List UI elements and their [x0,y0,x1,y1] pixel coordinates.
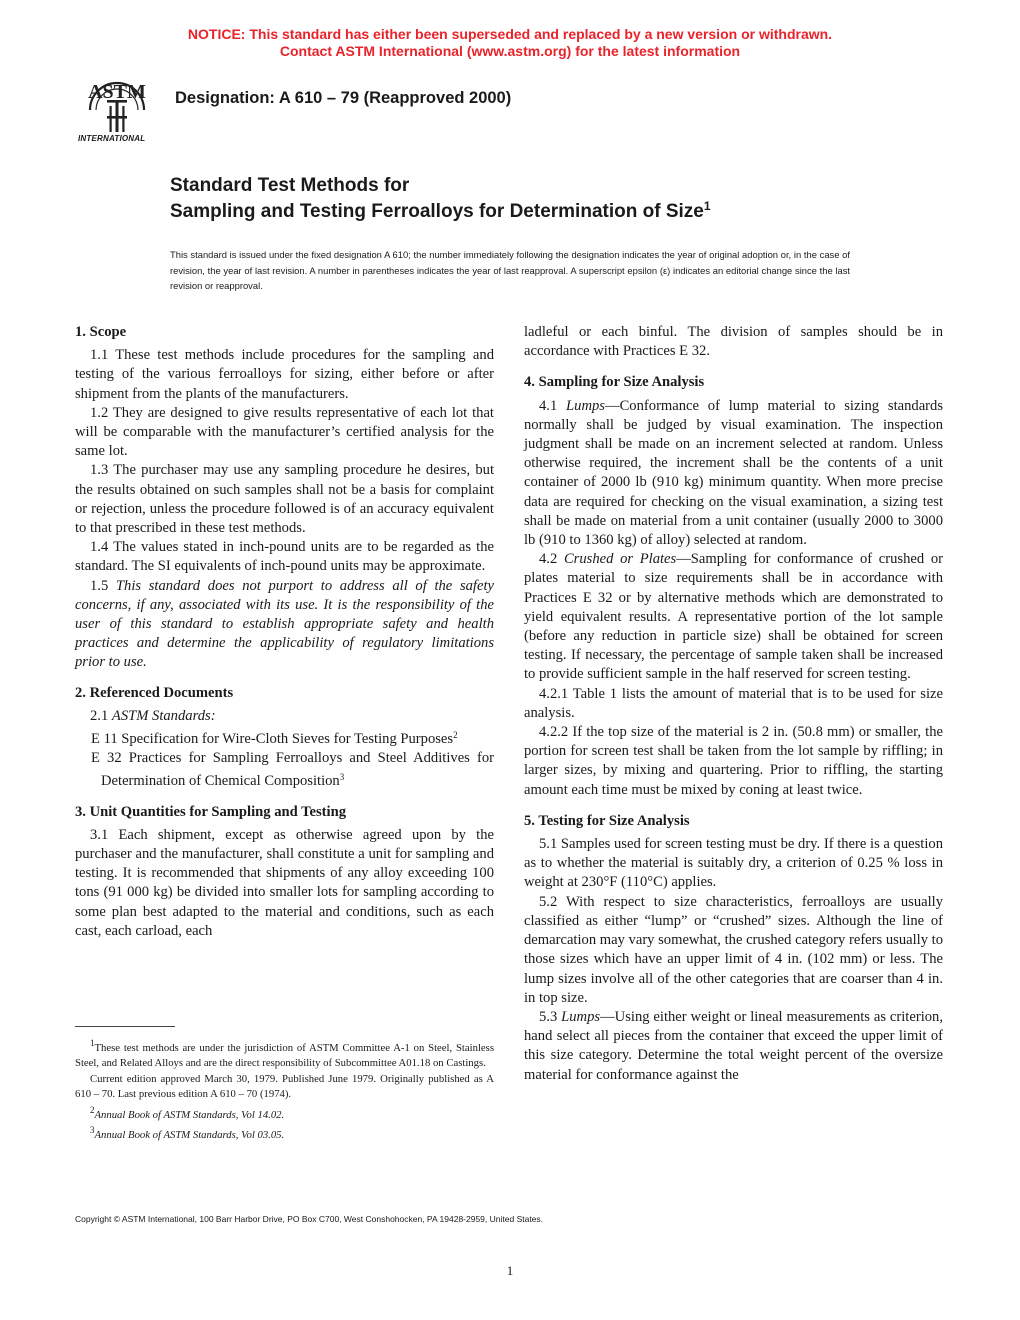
logo-international-text: INTERNATIONAL [78,134,146,143]
paragraph-1-2: 1.2 They are designed to give results representative of each lot that will be comparable with the manufacturer’s certified analysis for the same lot. [75,404,494,460]
withdrawal-notice-line-2: Contact ASTM International (www.astm.org) for the latest information [279,43,741,59]
footnote-2: $^2$Annual Book of ASTM Standards, Vol 14.02. [90,1104,285,1121]
paragraph-4-2-2: 4.2.2 If the top size of the material is 2 in. (50.8 mm) or smaller, the portion for screen test shall be taken from the lot sample by riffling; in larger sizes, by mixing and quartering. Prior to riffling, the starting amount each time must be mixed by coning at least twice. [524,724,943,798]
astm-logo [76,76,158,134]
section-2-heading: 2. Referenced Documents [75,684,234,701]
footnote-3: $^3$Annual Book of ASTM Standards, Vol 03.05. [90,1125,285,1142]
paragraph-1-4: 1.4 The values stated in inch-pound units are to be regarded as the standard. The SI equivalents of inch-pound units may be approximate. [75,539,494,575]
footnote-rule [75,1026,175,1027]
paragraph-2-1: 2.1 ASTM Standards: [90,707,216,724]
withdrawal-notice-line-1: NOTICE: This standard has either been superseded and replaced by a new version or withdrawn. [187,26,833,42]
logo-lettering: ASTM [88,81,146,103]
issuance-statement: This standard is issued under the fixed designation A 610; the number immediately following the designation indicates the year of original adoption or, in the case of revision, the year of last revision. A number in parentheses indicates the year of last reapproval. A superscript epsilon (ε) indicates an editorial change since the last revision or reapproval. [170,249,850,292]
paragraph-5-1: 5.1 Samples used for screen testing must be dry. If there is a question as to whether the material is suitably dry, a criterion of 0.25 % loss in weight at 230°F (110°C) applies. [524,836,943,891]
paragraph-1-3: 1.3 The purchaser may use any sampling procedure he desires, but the results obtained on such samples shall not be a basis for complaint or rejection, unless the procedure followed is of an accuracy equivalent to that prescribed in these test methods. [75,462,494,537]
paragraph-1-1: 1.1 These test methods include procedures for the sampling and testing of the various ferroalloys for sizing, either before or after shipment from the plants of the manufacturers. [75,347,494,402]
footnote-1-edition: Current edition approved March 30, 1979. Published June 1979. Originally published as A 610 – 70. Last previous edition A 610 – 70 (1974). [75,1072,494,1101]
paragraph-5-3: 5.3 Lumps—Using either weight or lineal measurements as criterion, hand select all pieces from the container that exceed the upper limit of this size category. Determine the total weight percent of the oversize material for conformance against the [524,1008,943,1083]
reference-e32: E 32 Practices for Sampling Ferroalloys and Steel Additives for Determination of Chemical Composition$^3$ [91,750,494,790]
section-4-heading: 4. Sampling for Size Analysis [524,374,705,391]
section-5-heading: 5. Testing for Size Analysis [524,812,690,829]
paragraph-4-1: 4.1 Lumps—Conformance of lump material to sizing standards normally shall be judged by visual examination. The inspection judgment shall be made on an increment selected at random. Unless otherwise required, the increment shall be the contents of a unit container of 2000 lb (910 kg) minimum quantity. When more precise data are required for checking on the visual examination, a sizing test shall be made on material from a unit container (usually 2000 to 3000 lb (910 to 1360 kg) of alloy) selected at random. [524,397,944,549]
footnotes [75,1036,494,1143]
title-line-2: Sampling and Testing Ferroalloys for Determination of Size$^1$ [170,199,711,222]
paragraph-1-5: 1.5 This standard does not purport to address all of the safety concerns, if any, associated with its use. It is the responsibility of the user of this standard to establish appropriate safety and health practices and determine the applicability of regulatory limitations prior to use. [75,577,494,671]
designation: Designation: A 610 – 79 (Reapproved 2000) [175,89,512,107]
footnote-1: $^1$These test methods are under the jurisdiction of ASTM Committee A-1 on Steel, Stainless Steel, and Related Alloys and are the direct responsibility of Subcommittee A01.18 on Castings. [75,1038,494,1070]
left-column [75,323,494,941]
paragraph-4-2: 4.2 Crushed or Plates—Sampling for conformance of crushed or plates material to size requirements shall be in accordance with Practices E 32 or by alternative methods which are demonstrated to yield equivalent results. A representative portion of the lot sample (before any reduction in particle size) shall be obtained for screen testing. If necessary, the percentage of sample taken shall be increased to provide sufficient sample in the half reserved for screen testing. [524,551,943,683]
paragraph-3-1-continued: ladleful or each binful. The division of samples should be in accordance with Practices E 32. [524,324,943,360]
right-column [524,323,943,1085]
copyright-line: Copyright © ASTM International, 100 Barr Harbor Drive, PO Box C700, West Conshohocken, PA 19428-2959, United States. [75,1214,544,1224]
paragraph-3-1: 3.1 Each shipment, except as otherwise agreed upon by the purchaser and the manufacturer, shall constitute a unit for sampling and testing. It is recommended that shipments of any alloy exceeding 100 tons (91 000 kg) be divided into smaller lots for sampling according to some plan best adapted to the material and conditions, such as each cast, each carload, each [75,826,494,939]
section-1-heading: 1. Scope [75,324,127,340]
reference-e11: E 11 Specification for Wire-Cloth Sieves for Testing Purposes$^2$ [91,730,458,748]
title-footnote-mark: 1 [703,199,711,213]
paragraph-4-2-1: 4.2.1 Table 1 lists the amount of material that is to be used for size analysis. [524,685,943,721]
page-number: 1 [506,1263,514,1278]
section-3-heading: 3. Unit Quantities for Sampling and Testing [75,803,346,820]
title-line-1: Standard Test Methods for [170,175,410,196]
paragraph-5-2: 5.2 With respect to size characteristics, ferroalloys are usually classified as either “lump” or “crushed” sizes. Although the line of demarcation may vary somewhat, the crushed category refers usually to those sizes which have an upper limit of 4 in. (102 mm) or less. The lump sizes involve all of the other categories that are coarser than 4 in. in top size. [524,893,944,1006]
